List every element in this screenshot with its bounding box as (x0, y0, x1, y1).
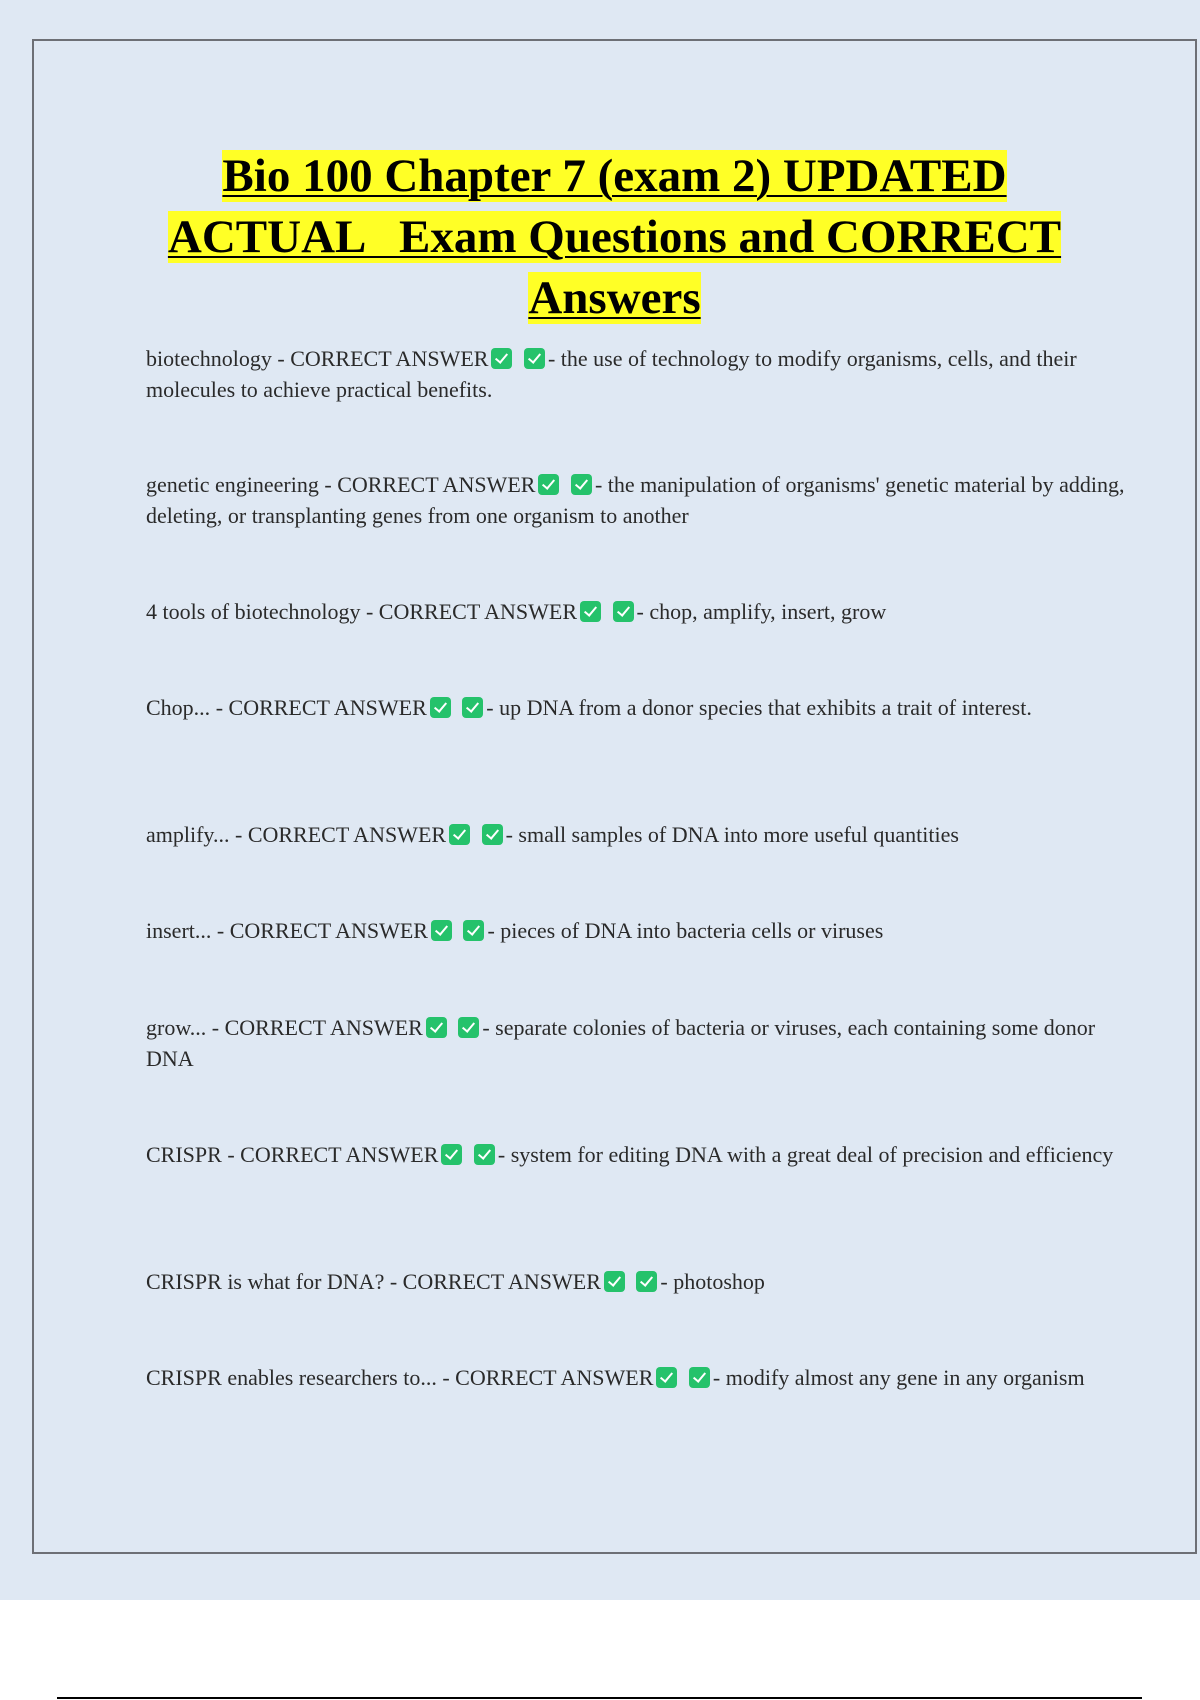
qa-item-genetic-engineering (146, 469, 1131, 531)
check-icon (524, 348, 545, 369)
check-icon (426, 1017, 447, 1038)
check-icon (462, 697, 483, 718)
answer-marker: - CORRECT ANSWER (277, 346, 489, 371)
answer-marker: - CORRECT ANSWER (216, 918, 428, 943)
qa-item-insert (146, 915, 1131, 946)
check-icon (571, 474, 592, 495)
check-icon (580, 601, 601, 622)
answer-marker: - CORRECT ANSWER (211, 1015, 423, 1040)
qa-definition: - system for editing DNA with a great deal of precision and efficiency (497, 1142, 1114, 1167)
check-icon (689, 1367, 710, 1388)
qa-definition: - modify almost any gene in any organism (712, 1365, 1085, 1390)
qa-term: grow... (146, 1015, 207, 1040)
qa-definition: - the use of technology to modify organisms, cells, and their molecules to achieve practical benefits. (146, 346, 1077, 402)
answer-marker: - CORRECT ANSWER (235, 822, 447, 847)
qa-term: Chop... (146, 695, 211, 720)
qa-item-grow (146, 1012, 1131, 1074)
qa-term: CRISPR is what for DNA? (146, 1269, 385, 1294)
qa-term: amplify... (146, 822, 230, 847)
answer-marker: - CORRECT ANSWER (389, 1269, 601, 1294)
qa-item-amplify (146, 819, 1131, 850)
answer-marker: - CORRECT ANSWER (365, 599, 578, 624)
qa-term: CRISPR (146, 1142, 222, 1167)
answer-marker: - CORRECT ANSWER (324, 472, 536, 497)
qa-definition: - the manipulation of organisms' genetic material by adding, deleting, or transplanting genes from one organism to another (146, 472, 1125, 528)
answer-marker: - CORRECT ANSWER (227, 1142, 439, 1167)
qa-definition: - small samples of DNA into more useful quantities (505, 822, 959, 847)
title-line-1: Bio 100 Chapter 7 (exam 2) UPDATED (222, 150, 1007, 202)
footer-divider (57, 1697, 1142, 1699)
qa-term: 4 tools of biotechnology (146, 599, 361, 624)
check-icon (604, 1271, 625, 1292)
check-icon (463, 920, 484, 941)
document-title (34, 146, 1195, 329)
qa-item-4-tools (146, 596, 1131, 627)
document-page (32, 39, 1197, 1554)
check-icon (474, 1144, 495, 1165)
title-line-3: Answers (528, 272, 701, 324)
title-line-2: ACTUAL Exam Questions and CORRECT (167, 211, 1062, 263)
check-icon (613, 601, 634, 622)
check-icon (482, 824, 503, 845)
qa-definition: - pieces of DNA into bacteria cells or viruses (487, 918, 884, 943)
qa-definition: - separate colonies of bacteria or viruses, each containing some donor DNA (146, 1015, 1096, 1071)
qa-item-crispr (146, 1139, 1131, 1170)
check-icon (538, 474, 559, 495)
check-icon (430, 697, 451, 718)
qa-definition: - up DNA from a donor species that exhibits a trait of interest. (486, 695, 1032, 720)
qa-definition: - chop, amplify, insert, grow (636, 599, 887, 624)
check-icon (656, 1367, 677, 1388)
qa-item-crispr-what (146, 1266, 1131, 1297)
qa-term: genetic engineering (146, 472, 319, 497)
qa-term: insert... (146, 918, 212, 943)
check-icon (491, 348, 512, 369)
qa-item-crispr-enables (146, 1362, 1131, 1393)
answer-marker: - CORRECT ANSWER (215, 695, 427, 720)
check-icon (431, 920, 452, 941)
check-icon (458, 1017, 479, 1038)
qa-term: biotechnology (146, 346, 272, 371)
check-icon (441, 1144, 462, 1165)
qa-term: CRISPR enables researchers to... (146, 1365, 437, 1390)
qa-item-chop (146, 692, 1131, 723)
qa-definition: - photoshop (660, 1269, 765, 1294)
check-icon (449, 824, 470, 845)
check-icon (636, 1271, 657, 1292)
answer-marker: - CORRECT ANSWER (442, 1365, 654, 1390)
qa-item-biotechnology (146, 343, 1131, 405)
